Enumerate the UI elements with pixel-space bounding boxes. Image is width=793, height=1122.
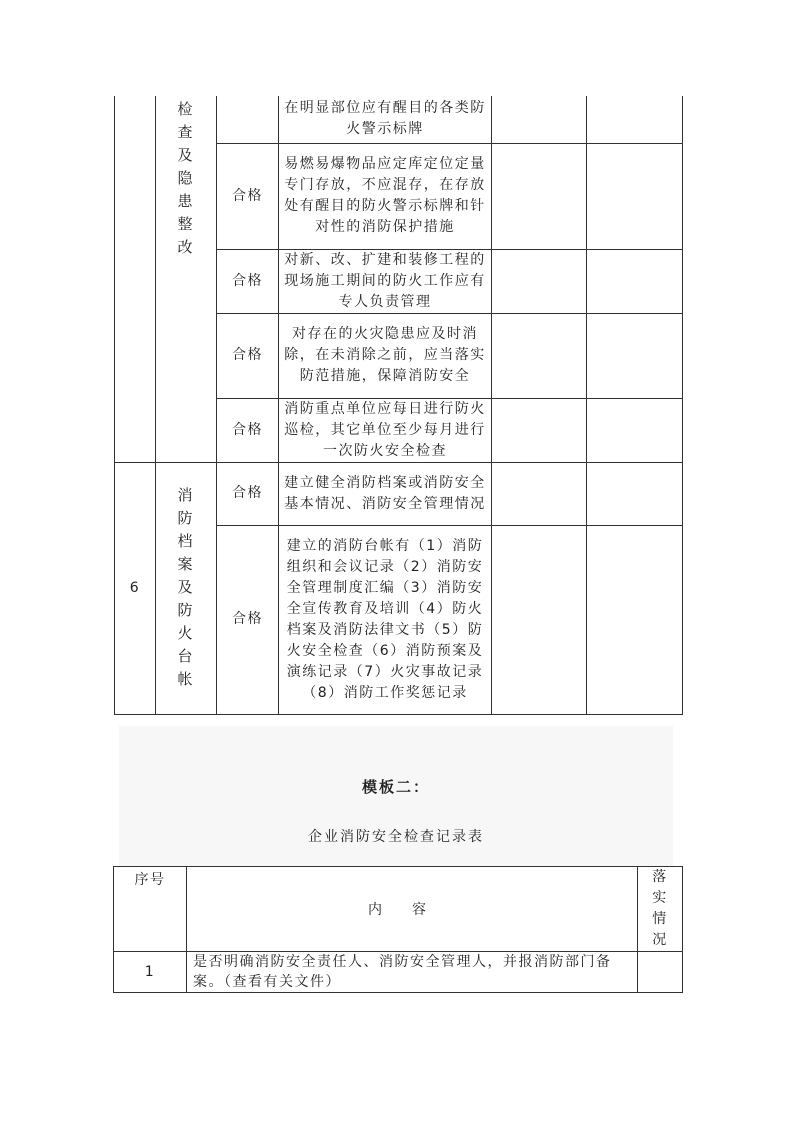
header-status-label: 落实情况: [652, 869, 668, 948]
requirement-cell: 在明显部位应有醒目的各类防火警示标牌: [279, 96, 492, 143]
blank-cell: [587, 313, 683, 398]
requirement-cell: 建立健全消防档案或消防安全基本情况、消防安全管理情况: [279, 462, 492, 525]
template-title: 模板二：: [361, 778, 430, 796]
result-cell: 合格: [217, 398, 279, 462]
header-content: 内容: [187, 867, 638, 952]
seq-cell: [115, 96, 156, 462]
header-seq: 序号: [114, 867, 187, 952]
category-cell: [156, 96, 217, 462]
result-cell: 合格: [217, 313, 279, 398]
fire-inspection-table: [114, 96, 683, 715]
blank-cell: [587, 249, 683, 313]
result-cell: 合格: [217, 143, 279, 249]
category-label: 消防档案及防火台帐: [177, 486, 195, 688]
category-label: 检查及隐患整改: [177, 100, 195, 256]
category-cell: [156, 462, 217, 714]
table-row: [114, 952, 683, 993]
blank-cell: [492, 525, 587, 714]
requirement-cell: 建立的消防台帐有（1）消防组织和会议记录（2）消防安全管理制度汇编（3）消防安全宣传教育及培训（4）防火档案及消防法律文书（5）防火安全检查（6）消防预案及演练记录（7）火灾事故记录（8）消防工作奖惩记录: [279, 525, 492, 714]
seq-cell: 6: [115, 462, 156, 714]
blank-cell: [587, 143, 683, 249]
result-cell: 合格: [217, 525, 279, 714]
blank-cell: [492, 143, 587, 249]
blank-cell: [492, 313, 587, 398]
row-status: [638, 952, 683, 993]
enterprise-fire-check-table: [113, 866, 683, 993]
requirement-cell: 易燃易爆物品应定库定位定量专门存放，不应混存，在存放处有醒目的防火警示标牌和针对性的消防保护措施: [279, 143, 492, 249]
requirement-cell: 消防重点单位应每日进行防火巡检，其它单位至少每月进行一次防火安全检查: [279, 398, 492, 462]
requirement-cell: 对新、改、扩建和装修工程的现场施工期间的防火工作应有专人负责管理: [279, 249, 492, 313]
table-row: [115, 96, 683, 143]
template-subtitle: 企业消防安全检查记录表: [308, 829, 484, 845]
requirement-cell: 对存在的火灾隐患应及时消除，在未消除之前，应当落实防范措施，保障消防安全: [279, 313, 492, 398]
header-status: [638, 867, 683, 952]
blank-cell: [587, 462, 683, 525]
result-cell: 合格: [217, 462, 279, 525]
result-cell: [217, 96, 279, 143]
table-row: [115, 462, 683, 525]
blank-cell: [587, 96, 683, 143]
blank-cell: [587, 525, 683, 714]
blank-cell: [492, 96, 587, 143]
blank-cell: [587, 398, 683, 462]
header-row: [114, 867, 683, 952]
result-cell: 合格: [217, 249, 279, 313]
row-content: 是否明确消防安全责任人、消防安全管理人，并报消防部门备案。（查看有关文件）: [187, 952, 638, 993]
row-seq: 1: [114, 952, 187, 993]
blank-cell: [492, 398, 587, 462]
blank-cell: [492, 249, 587, 313]
blank-cell: [492, 462, 587, 525]
